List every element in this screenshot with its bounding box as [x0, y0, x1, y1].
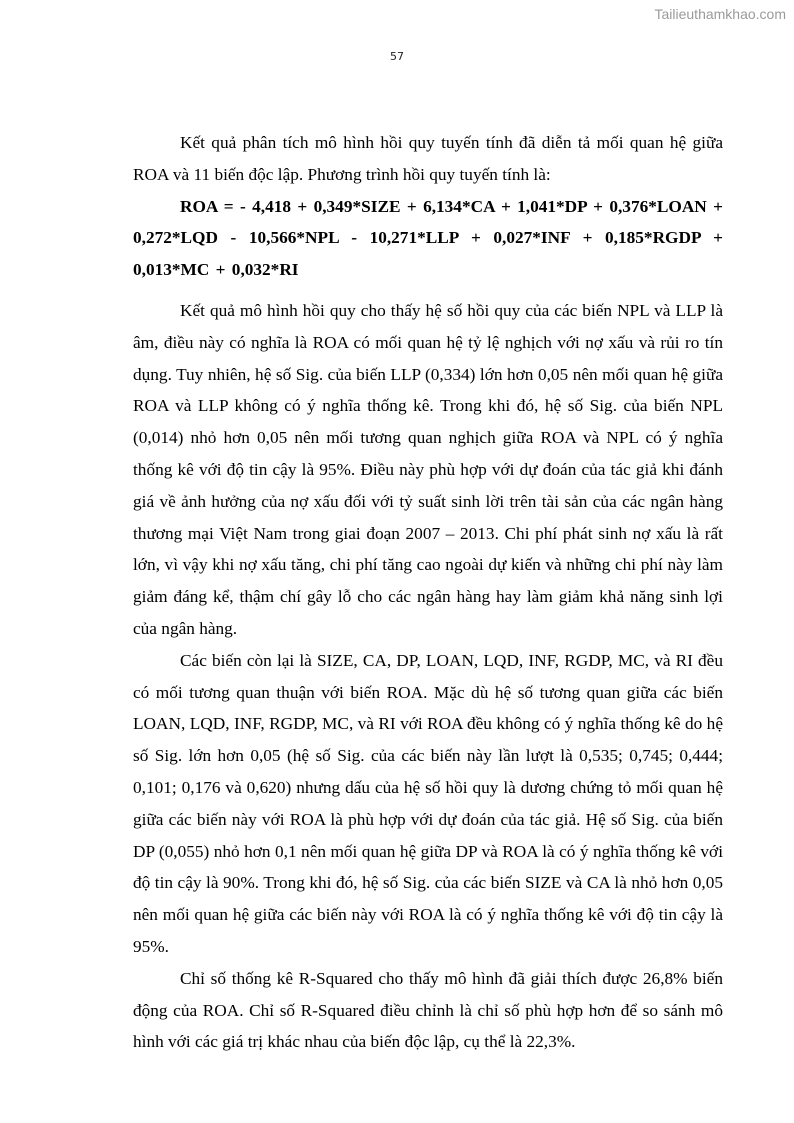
watermark: Tailieuthamkhao.com [654, 6, 786, 22]
page-number: 57 [390, 50, 404, 63]
paragraph-npl-llp: Kết quả mô hình hồi quy cho thấy hệ số hồi quy của các biến NPL và LLP là âm, điều này có nghĩa là ROA có mối quan hệ tỷ lệ nghịch với nợ xấu và rủi ro tín dụng. Tuy nhiên, hệ số Sig. của biến LLP (0,334) lớn hơn 0,05 nên mối quan hệ giữa ROA và LLP không có ý nghĩa thống kê. Trong khi đó, hệ số Sig. của biến NPL (0,014) nhỏ hơn 0,05 nên mối tương quan nghịch giữa ROA và NPL có ý nghĩa thống kê với độ tin cậy là 95%. Điều này phù hợp với dự đoán của tác giả khi đánh giá về ảnh hưởng của nợ xấu đối với tỷ suất sinh lời trên tài sản của các ngân hàng thương mại Việt Nam trong giai đoạn 2007 – 2013. Chi phí phát sinh nợ xấu là rất lớn, vì vậy khi nợ xấu tăng, chi phí tăng cao ngoài dự kiến và những chi phí này làm giảm đáng kể, thậm chí gây lỗ cho các ngân hàng hay làm giảm khả năng sinh lợi của ngân hàng. [133, 300, 723, 638]
document-body [133, 127, 723, 1058]
regression-equation: ROA = - 4,418 + 0,349*SIZE + 6,134*CA + 1,041*DP + 0,376*LOAN + 0,272*LQD - 10,566*NPL - 10,271*LLP + 0,027*INF + 0,185*RGDP + 0,013*MC + 0,032*RI [133, 196, 723, 280]
paragraph-other-variables: Các biến còn lại là SIZE, CA, DP, LOAN, LQD, INF, RGDP, MC, và RI đều có mối tương quan thuận với biến ROA. Mặc dù hệ số tương quan giữa các biến LOAN, LQD, INF, RGDP, MC, và RI với ROA đều không có ý nghĩa thống kê do hệ số Sig. lớn hơn 0,05 (hệ số Sig. của các biến này lần lượt là 0,535; 0,745; 0,444; 0,101; 0,176 và 0,620) nhưng dấu của hệ số hồi quy là dương chứng tỏ mối quan hệ giữa các biến này với ROA là phù hợp với dự đoán của tác giả. Hệ số Sig. của biến DP (0,055) nhỏ hơn 0,1 nên mối quan hệ giữa DP và ROA là có ý nghĩa thống kê với độ tin cậy là 90%. Trong khi đó, hệ số Sig. của các biến SIZE và CA là nhỏ hơn 0,05 nên mối quan hệ giữa các biến này với ROA là có ý nghĩa thống kê với độ tin cậy là 95%. [133, 650, 723, 956]
paragraph-r-squared: Chỉ số thống kê R-Squared cho thấy mô hình đã giải thích được 26,8% biến động của ROA. Chỉ số R-Squared điều chỉnh là chỉ số phù hợp hơn để so sánh mô hình với các giá trị khác nhau của biến độc lập, cụ thể là 22,3%. [133, 968, 723, 1052]
paragraph-intro: Kết quả phân tích mô hình hồi quy tuyến tính đã diễn tả mối quan hệ giữa ROA và 11 biến độc lập. Phương trình hồi quy tuyến tính là: [133, 133, 723, 184]
